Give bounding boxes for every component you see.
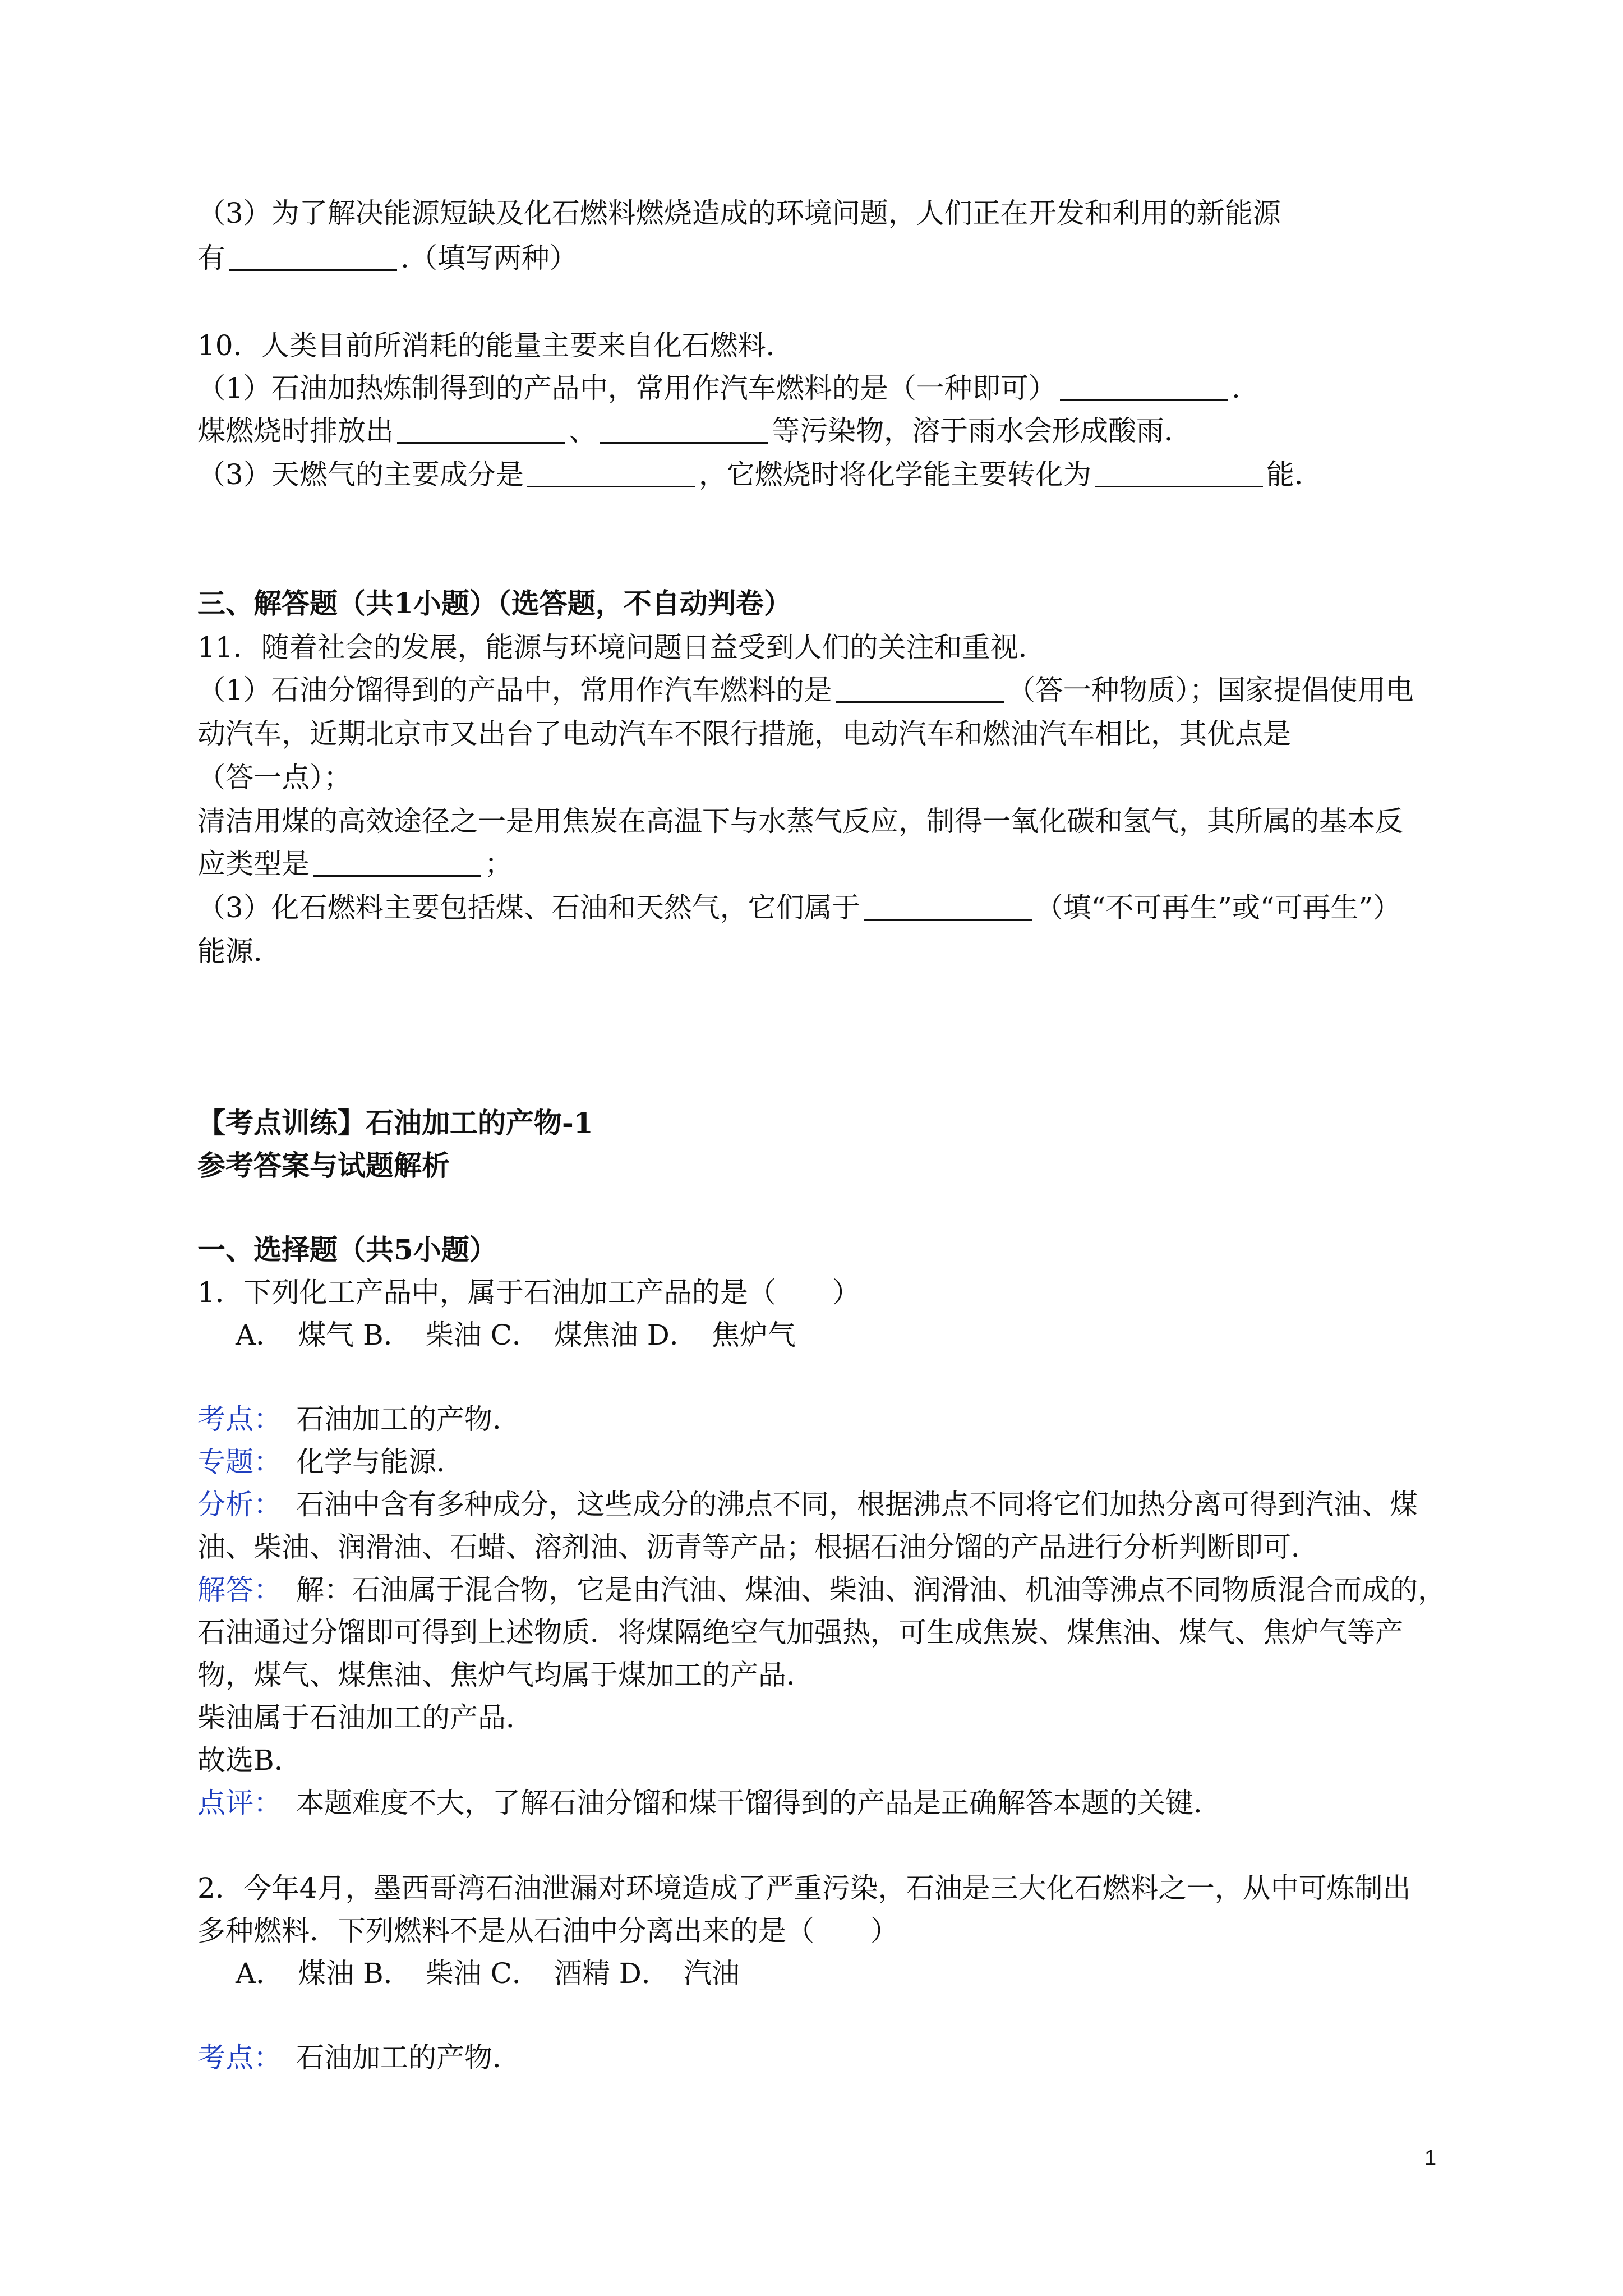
zhuanti-label: 专题： [197,1446,282,1478]
q2-stem-line2: 多种燃料．下列燃料不是从石油中分离出来的是（ ） [197,1915,898,1947]
answer-blank[interactable] [397,414,565,444]
kaodian-label: 考点： [197,2041,282,2074]
answer-blank[interactable] [836,673,1004,703]
kaodian-label: 考点： [197,1403,282,1435]
q10-part2: 煤燃烧时排放出 、 等污染物，溶于雨水会形成酸雨． [197,415,1192,447]
q1-stem: 1．下列化工产品中，属于石油加工产品的是（ ） [197,1276,860,1309]
answer-blank[interactable] [600,414,768,444]
q1-dianping: 点评： 本题难度不大，了解石油分馏和煤干馏得到的产品是正确解答本题的关键． [197,1780,1442,1825]
q1-fenxi: 分析： 石油中含有多种成分，这些成分的沸点不同，根据沸点不同将它们加热分离可得到汽油、煤 [197,1482,1442,1527]
q11-part2-line1: 清洁用煤的高效途径之一是用焦炭在高温下与水蒸气反应，制得一氧化碳和氢气，其所属的基本反 [197,805,1403,838]
q1-zhuanti: 专题： 化学与能源． [197,1439,1442,1484]
fenxi-label: 分析： [197,1488,282,1521]
q11-part3-line1: （3）化石燃料主要包括煤、石油和天然气，它们属于 （填“不可再生”或“可再生”） [197,891,1401,924]
section3-title: 三、解答题（共1小题）（选答题，不自动判卷） [197,587,792,620]
answer-blank[interactable] [527,458,695,487]
q9-part3-line1: （3）为了解决能源短缺及化石燃料燃烧造成的环境问题，人们正在开发和利用的新能源 [197,197,1281,229]
answer-blank[interactable] [313,847,481,877]
q1-fenxi-cont: 油、柴油、润滑油、石蜡、溶剂油、沥青等产品；根据石油分馏的产品进行分析判断即可． [197,1531,1319,1563]
q2-options: A． 煤油 B． 柴油 C． 酒精 D． 汽油 [236,1957,740,1990]
answer-blank[interactable] [229,241,397,271]
q1-jieda: 解答： 解：石油属于混合物，它是由汽油、煤油、柴油、润滑油、机油等沸点不同物质混合而成的， [197,1567,1442,1612]
q11-part1-line2: 动汽车，近期北京市又出台了电动汽车不限行措施，电动汽车和燃油汽车相比，其优点是 [197,717,1291,750]
q11-part1-line3: （答一点）； [197,761,352,794]
answers-subtitle: 参考答案与试题解析 [197,1149,450,1182]
q1-kaodian: 考点： 石油加工的产物． [197,1397,1442,1442]
q1-jieda-cont3: 物，煤气、煤焦油、焦炉气均属于煤加工的产品． [197,1659,814,1691]
q1-jieda-cont5: 故选B． [197,1744,302,1777]
jieda-label: 解答： [197,1573,282,1606]
q11-part2-line2: 应类型是 ； [197,848,513,880]
page-number: 1 [1424,2146,1437,2170]
answer-blank[interactable] [1095,458,1263,487]
q9-part3-line2: 有 .（填写两种） [197,242,578,274]
q10-stem: 10．人类目前所消耗的能量主要来自化石燃料． [197,329,794,362]
answers-section1-title: 一、选择题（共5小题） [197,1233,497,1266]
q1-jieda-cont4: 柴油属于石油加工的产品． [197,1701,534,1734]
q11-part3-line2: 能源． [197,935,282,968]
q10-part1: （1）石油加热炼制得到的产品中，常用作汽车燃料的是（一种即可） . [197,372,1241,404]
dianping-label: 点评： [197,1787,282,1819]
q11-stem: 11．随着社会的发展，能源与环境问题日益受到人们的关注和重视． [197,631,1046,664]
q1-options: A． 煤气 B． 柴油 C． 煤焦油 D． 焦炉气 [236,1319,796,1351]
q2-kaodian: 考点： 石油加工的产物． [197,2035,1442,2080]
q1-jieda-cont2: 石油通过分馏即可得到上述物质．将煤隔绝空气加强热，可生成焦炭、煤焦油、煤气、焦炉气等产 [197,1616,1403,1649]
q10-part3: （3）天燃气的主要成分是 ，它燃烧时将化学能主要转化为 能． [197,458,1322,491]
q11-part1-line1: （1）石油分馏得到的产品中，常用作汽车燃料的是 （答一种物质）；国家提倡使用电 [197,674,1414,706]
answers-title: 【考点训练】石油加工的产物-1 [197,1106,593,1139]
q2-stem-line1: 2．今年4月，墨西哥湾石油泄漏对环境造成了严重污染，石油是三大化石燃料之一，从中可炼制出 [197,1872,1411,1904]
answer-blank[interactable] [1060,371,1228,401]
answer-blank[interactable] [864,891,1032,921]
